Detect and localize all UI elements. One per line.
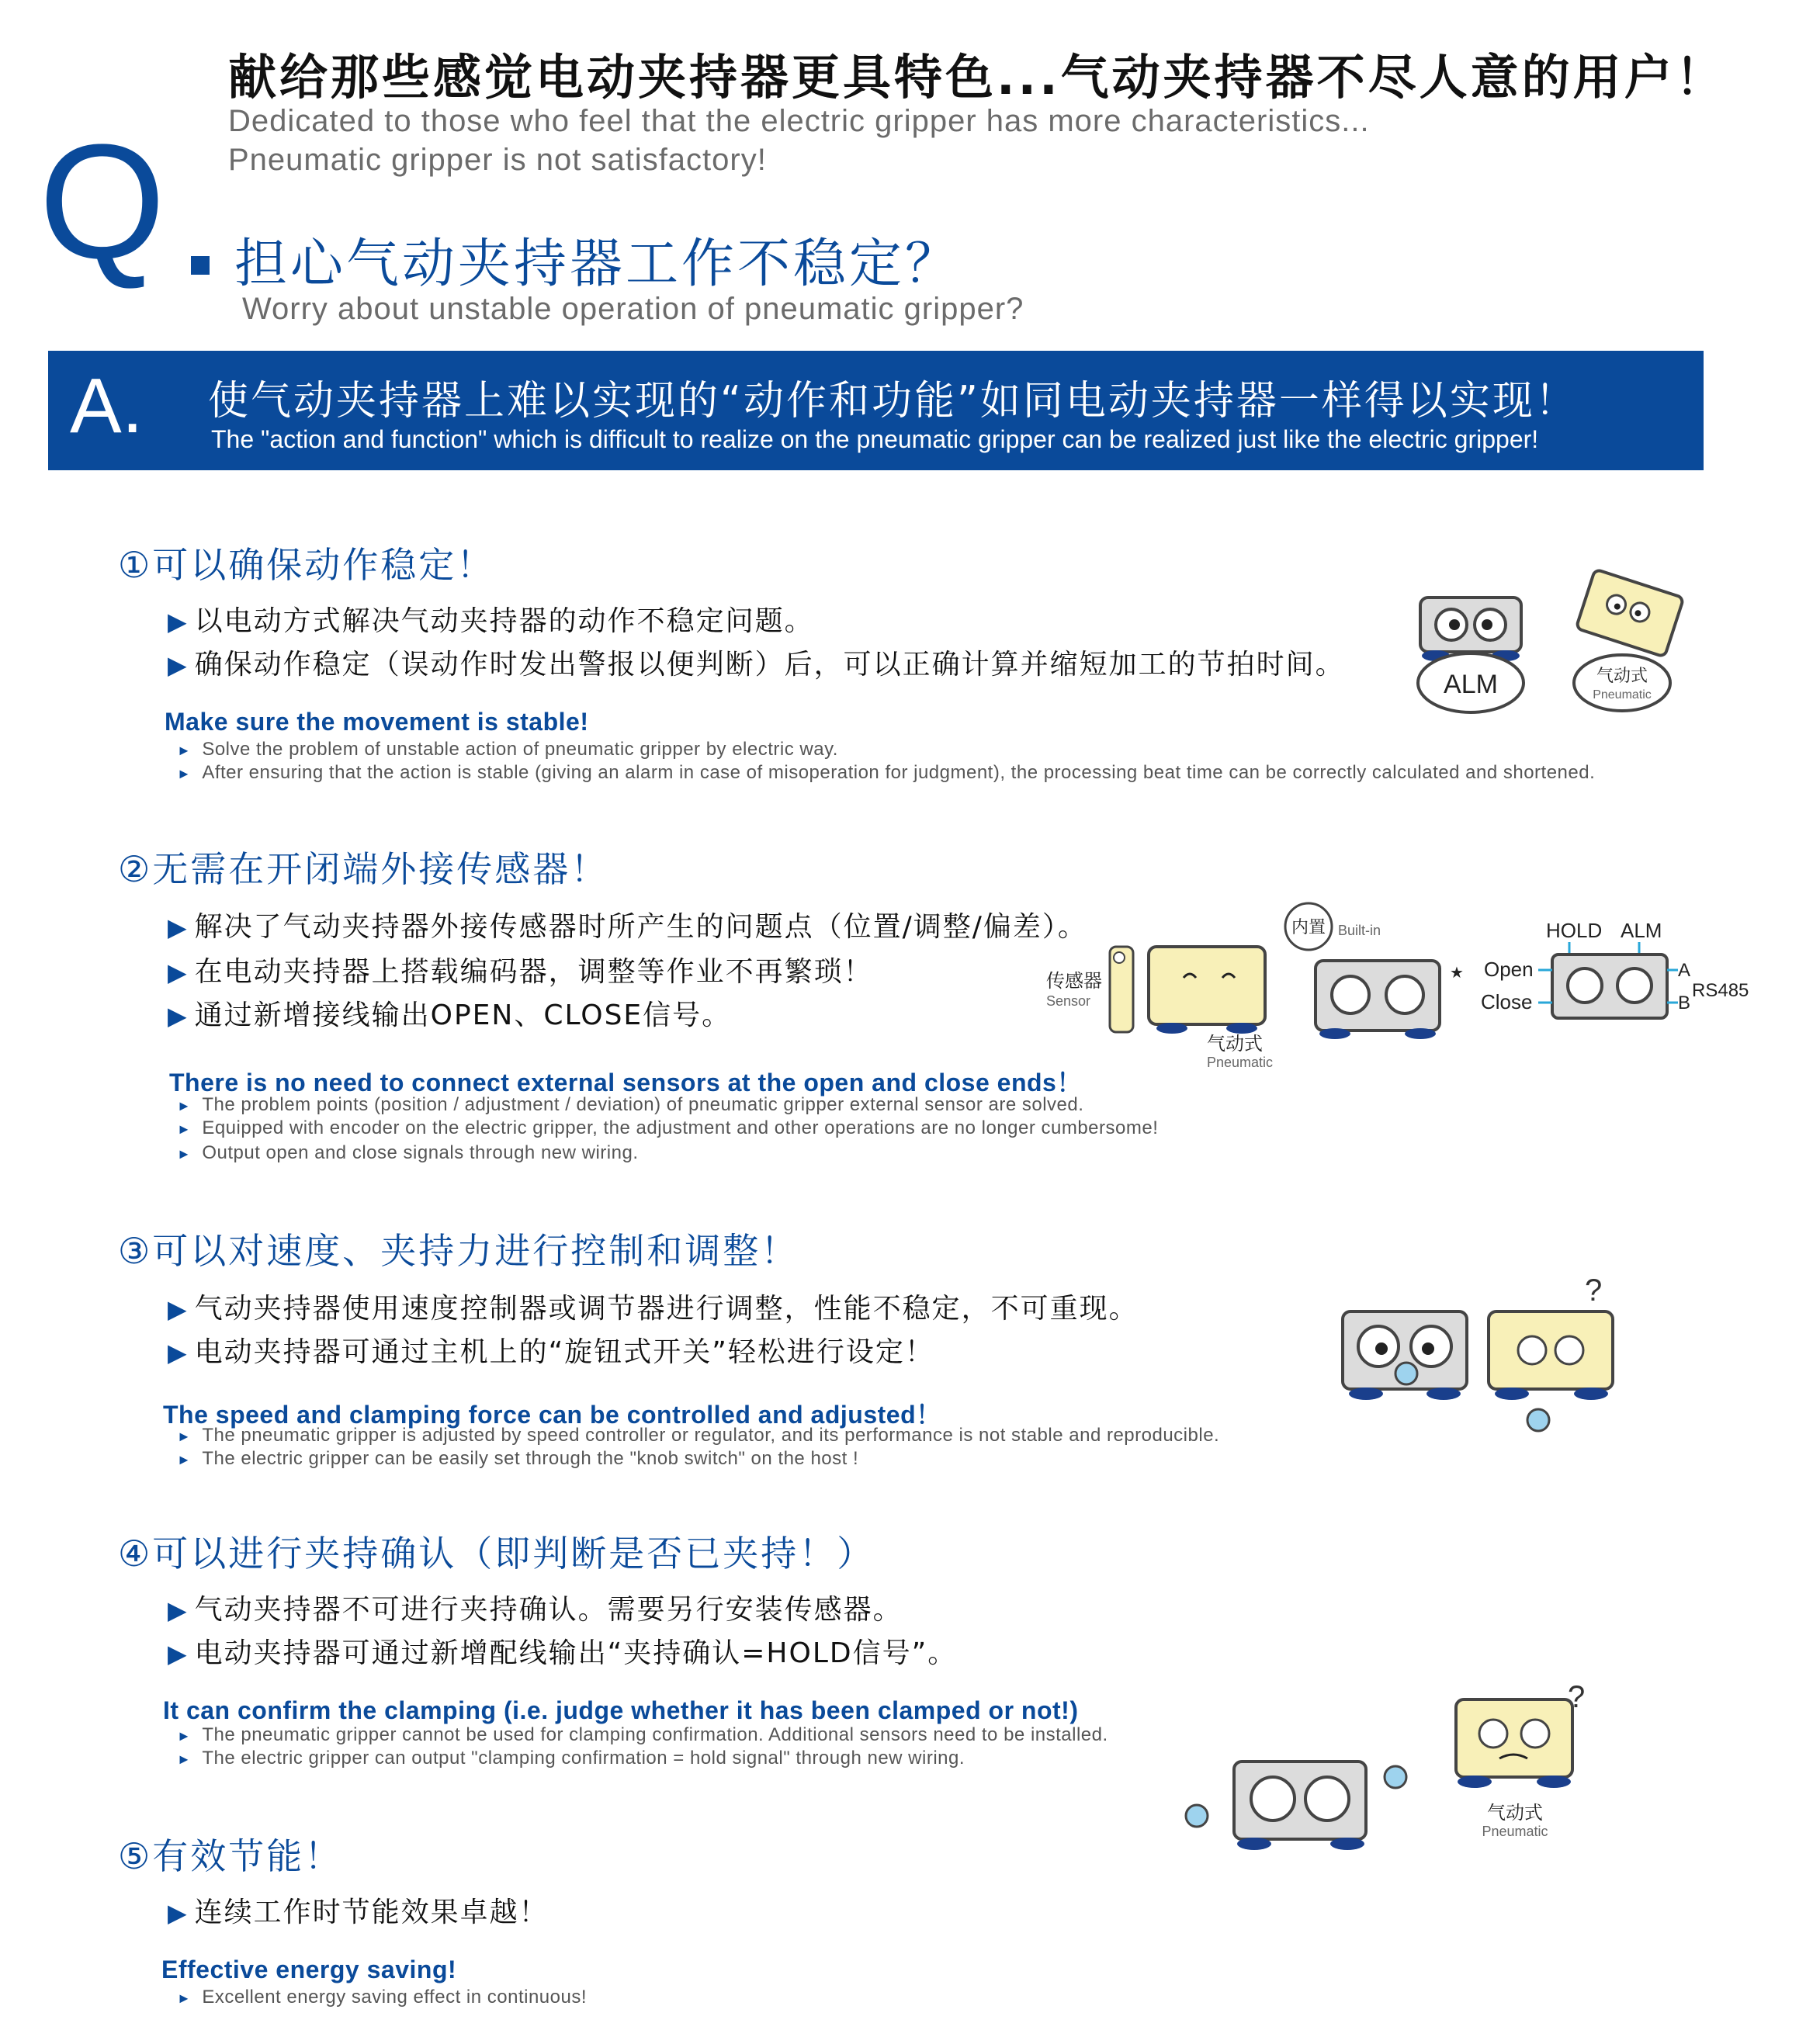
svg-text:Open: Open (1484, 958, 1534, 981)
bullet-icon: ▶ (168, 913, 189, 942)
section-1-cn-point-2: ▶ 确保动作稳定（误动作时发出警报以便判断）后，可以正确计算并缩短加工的节拍时间。 (168, 649, 1345, 681)
section-4-cn-point-1: ▶ 气动夹持器不可进行夹持确认。需要另行安装传感器。 (168, 1594, 903, 1626)
section-4-en-point-1: ► The pneumatic gripper cannot be used for clamping confirmation. Additional sensors need to be installed. (177, 1724, 1108, 1745)
svg-text:内置: 内置 (1291, 918, 1326, 937)
answer-en: The "action and function" which is difficult to realize on the pneumatic gripper can be realized just like the electric gripper! (211, 425, 1539, 453)
electric-gripper-icon (1343, 1311, 1467, 1400)
question-en: Worry about unstable operation of pneumatic gripper? (242, 292, 1024, 326)
bullet-icon: ▶ (168, 607, 189, 636)
section-5-en-title: Effective energy saving! (161, 1956, 457, 1983)
bullet-icon: ▶ (168, 1639, 189, 1668)
section-4-en-title: It can confirm the clamping (i.e. judge whether it has been clamped or not!) (163, 1696, 1079, 1724)
section-3-en-point-2: ► The electric gripper can be easily set through the "knob switch" on the host ! (177, 1448, 859, 1469)
section-4-cn-point-2: ▶ 电动夹持器可通过新增配线输出“夹持确认=HOLD信号”。 (168, 1637, 958, 1669)
svg-text:Built-in: Built-in (1338, 923, 1381, 938)
svg-text:?: ? (1568, 1680, 1586, 1714)
electric-gripper-icon (1552, 954, 1667, 1018)
svg-text:A: A (1678, 960, 1691, 981)
electric-gripper-icon (1316, 961, 1440, 1039)
svg-text:气动式: 气动式 (1207, 1033, 1263, 1055)
section-1-title: ①可以确保动作稳定！ (118, 544, 495, 586)
bullet-icon: ▶ (168, 958, 189, 987)
header-title-cn: 献给那些感觉电动夹持器更具特色...气动夹持器不尽人意的用户！ (228, 49, 1727, 106)
section-3-cn-point-2: ▶ 电动夹持器可通过主机上的“旋钮式开关”轻松进行设定！ (168, 1336, 934, 1368)
bullet-icon: ▶ (168, 1595, 189, 1625)
header-title-en-line2: Pneumatic gripper is not satisfactory! (228, 143, 767, 177)
section-1-cn-point-1: ▶ 以电动方式解决气动夹持器的动作不稳定问题。 (168, 605, 814, 637)
section-5-title: ⑤有效节能！ (118, 1835, 343, 1877)
bullet-icon: ▶ (168, 1294, 189, 1324)
section-2-en-point-3: ► Output open and close signals through new wiring. (177, 1142, 639, 1163)
section-1-en-title: Make sure the movement is stable! (165, 708, 589, 736)
svg-text:Pneumatic: Pneumatic (1593, 688, 1652, 702)
section-2-title: ②无需在开闭端外接传感器！ (118, 848, 609, 890)
section-1-en-point-2: ► After ensuring that the action is stable (giving an alarm in case of misoperation for judgment), the processing beat time can be correctly calculated and shortened. (177, 762, 1596, 783)
pneumatic-gripper-icon (1576, 569, 1684, 657)
svg-text:ALM: ALM (1444, 670, 1498, 699)
svg-text:Sensor: Sensor (1046, 993, 1091, 1009)
section-2-cn-point-1: ▶ 解决了气动夹持器外接传感器时所产生的问题点（位置/调整/偏差）。 (168, 911, 1087, 943)
section-4-title: ④可以进行夹持确认（即判断是否已夹持！） (118, 1533, 875, 1575)
bullet-icon: ▶ (168, 650, 189, 680)
section-3-en-title: The speed and clamping force can be controlled and adjusted！ (163, 1401, 941, 1429)
section-2-illustration (1009, 900, 1785, 1079)
section-5-en-point-1: ► Excellent energy saving effect in continuous! (177, 1987, 588, 2008)
electric-gripper-icon (1186, 1762, 1406, 1850)
electric-gripper-icon (1418, 598, 1524, 712)
section-2-en-title: There is no need to connect external sensors at the open and close ends！ (169, 1069, 1082, 1096)
pneumatic-gripper-icon (1456, 1699, 1572, 1788)
svg-text:气动式: 气动式 (1487, 1802, 1543, 1824)
pneumatic-gripper-icon (1149, 947, 1265, 1034)
bullet-icon: ▶ (168, 1001, 189, 1031)
section-1-en-point-1: ► Solve the problem of unstable action of pneumatic gripper by electric way. (177, 739, 838, 760)
question-dot (191, 256, 210, 275)
section-2-en-point-1: ► The problem points (position / adjustment / deviation) of pneumatic gripper external sensor are solved. (177, 1094, 1084, 1115)
pneumatic-gripper-icon (1489, 1311, 1613, 1431)
section-3-en-point-1: ► The pneumatic gripper is adjusted by speed controller or regulator, and its performance is not stable and reproducible. (177, 1425, 1220, 1446)
svg-text:★: ★ (1450, 963, 1464, 982)
svg-text:B: B (1678, 993, 1691, 1013)
question-cn: 担心气动夹持器工作不稳定？ (234, 234, 962, 295)
question-letter: Q (39, 110, 161, 293)
svg-text:Pneumatic: Pneumatic (1482, 1824, 1548, 1839)
svg-text:?: ? (1585, 1273, 1603, 1308)
section-5-cn-point-1: ▶ 连续工作时节能效果卓越！ (168, 1897, 549, 1928)
section-2-en-point-2: ► Equipped with encoder on the electric gripper, the adjustment and other operations are no longer cumbersome! (177, 1117, 1159, 1138)
svg-text:Pneumatic: Pneumatic (1207, 1055, 1274, 1070)
section-1-illustration (1397, 566, 1723, 722)
svg-text:传感器: 传感器 (1046, 970, 1102, 992)
svg-text:RS485: RS485 (1692, 980, 1749, 1001)
svg-text:ALM: ALM (1621, 919, 1662, 942)
svg-text:气动式: 气动式 (1596, 667, 1648, 686)
bullet-icon: ▶ (168, 1338, 189, 1367)
answer-cn: 使气动夹持器上难以实现的“动作和功能”如同电动夹持器一样得以实现！ (208, 378, 1578, 424)
svg-text:HOLD: HOLD (1546, 919, 1603, 942)
section-3-cn-point-1: ▶ 气动夹持器使用速度控制器或调节器进行调整，性能不稳定，不可重现。 (168, 1293, 1139, 1325)
answer-letter: A. (70, 362, 144, 449)
section-3-title: ③可以对速度、夹持力进行控制和调整！ (118, 1230, 799, 1272)
section-2-cn-point-3: ▶ 通过新增接线输出OPEN、CLOSE信号。 (168, 999, 732, 1031)
bullet-icon: ▶ (168, 1898, 189, 1928)
section-4-en-point-2: ► The electric gripper can output "clamping confirmation = hold signal" through new wiring. (177, 1748, 965, 1769)
svg-text:Close: Close (1481, 990, 1533, 1013)
section-2-cn-point-2: ▶ 在电动夹持器上搭载编码器，调整等作业不再繁琐！ (168, 956, 873, 988)
section-3-illustration (1335, 1273, 1630, 1436)
section-4-illustration (1180, 1680, 1614, 1855)
header-title-en-line1: Dedicated to those who feel that the electric gripper has more characteristics... (228, 104, 1370, 138)
